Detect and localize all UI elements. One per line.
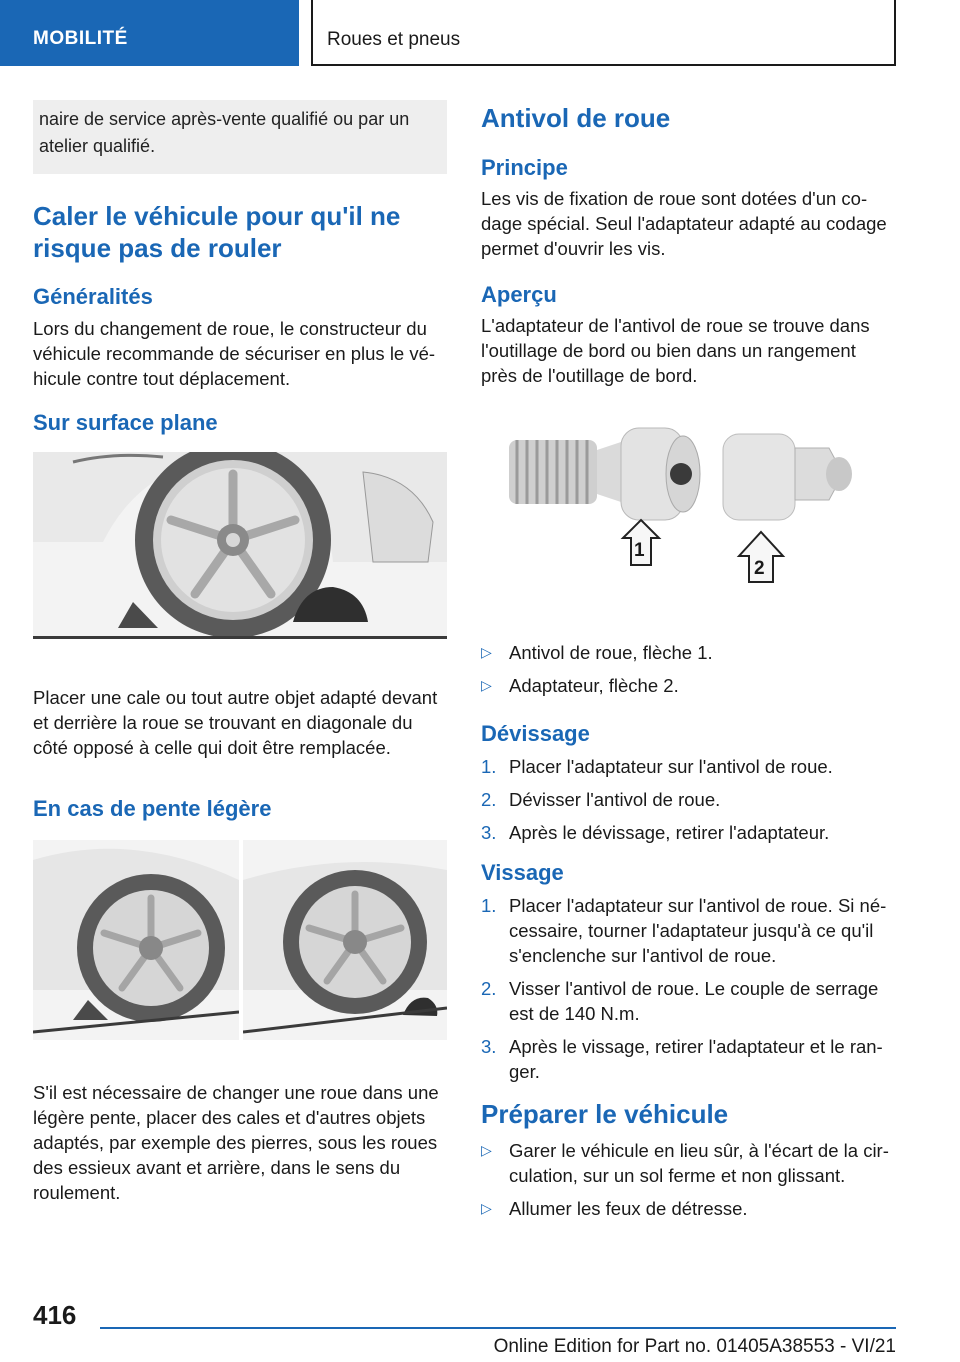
heading-flat-surface: Sur surface plane bbox=[33, 410, 218, 435]
unscrewing-steps bbox=[481, 754, 896, 845]
front-wheel-illustration bbox=[33, 840, 239, 1040]
page-number: 416 bbox=[33, 1300, 77, 1330]
arrow-label-1: 1 bbox=[634, 540, 645, 561]
note-text: naire de service après-vente qualifié ou par un atelier qualifié. bbox=[39, 109, 410, 156]
slope-text: S'il est nécessaire de changer une roue dans une légère pente, placer des cales et d'autres objets adaptés, par exemple des pierres, sous les roues des essieux avant et arrière, dans le sens du roulement. bbox=[33, 1082, 439, 1203]
left-column bbox=[33, 100, 447, 1205]
overview-text: L'adaptateur de l'antivol de roue se trouve dans l'outillage de bord ou bien dans un rangement près de l'outillage de bord. bbox=[481, 315, 870, 386]
triangle-bullet-icon: ▷ bbox=[481, 1200, 492, 1216]
screwing-steps bbox=[481, 893, 896, 1084]
section-heading-wheel-lock: Antivol de roue bbox=[481, 103, 671, 133]
figure-wheel-chock-flat bbox=[33, 452, 447, 639]
ground-line bbox=[33, 636, 447, 639]
list-item: ▷ Adaptateur, flèche 2. bbox=[481, 675, 679, 696]
list-item: 2. Visser l'antivol de roue. Le couple de serrage est de 140 N.m. bbox=[481, 978, 879, 1024]
section-heading-chock: Caler le véhicule pour qu'il ne risque pas de rouler bbox=[33, 201, 401, 263]
figure-rear-wheel bbox=[243, 840, 447, 1040]
list-item: ▷ Garer le véhicule en lieu sûr, à l'écart de la cir-culation, sur un sol ferme et non glissant. bbox=[481, 1140, 889, 1186]
wheel-lock-adapter-illustration bbox=[481, 420, 896, 610]
list-item: 3. Après le dévissage, retirer l'adaptateur. bbox=[481, 822, 830, 843]
section-heading-prepare-vehicle: Préparer le véhicule bbox=[481, 1099, 729, 1129]
triangle-bullet-icon: ▷ bbox=[481, 677, 492, 693]
list-item: 1. Placer l'adaptateur sur l'antivol de roue. bbox=[481, 756, 833, 777]
triangle-bullet-icon: ▷ bbox=[481, 1142, 492, 1158]
heading-overview: Aperçu bbox=[481, 282, 557, 307]
heading-screwing: Vissage bbox=[481, 860, 564, 885]
list-item: ▷ Allumer les feux de détresse. bbox=[481, 1198, 748, 1219]
heading-principle: Principe bbox=[481, 155, 568, 180]
figure-wheel-lock-adapter bbox=[481, 420, 896, 610]
list-item: 2. Dévisser l'antivol de roue. bbox=[481, 789, 721, 810]
figure-front-wheel bbox=[33, 840, 239, 1040]
list-item: 1. Placer l'adaptateur sur l'antivol de roue. Si né-cessaire, tourner l'adaptateur jusqu'à ce qu'il s'enclenche sur l'antivol de roue. bbox=[481, 895, 887, 966]
chapter-tab: MOBILITÉ bbox=[0, 0, 299, 66]
principle-text: Les vis de fixation de roue sont dotées d'un co-dage spécial. Seul l'adaptateur adapté au codage permet d'ouvrir les vis. bbox=[481, 188, 887, 259]
flat-text: Placer une cale ou tout autre objet adapté devant et derrière la roue se trouvant en diagonale du côté opposé à celle qui doit être remplacée. bbox=[33, 687, 438, 758]
arrow-label-2: 2 bbox=[754, 558, 765, 579]
heading-slight-slope: En cas de pente légère bbox=[33, 796, 272, 821]
general-text: Lors du changement de roue, le constructeur du véhicule recommande de sécuriser en plus le vé-hicule contre tout déplacement. bbox=[33, 318, 436, 389]
rear-wheel-illustration bbox=[243, 840, 447, 1040]
wheel-chock-flat-illustration bbox=[33, 452, 447, 639]
heading-general: Généralités bbox=[33, 284, 153, 309]
footer-edition: Online Edition for Part no. 01405A38553 - VI/21 bbox=[493, 1336, 896, 1357]
section-title: Roues et pneus bbox=[311, 0, 896, 66]
triangle-bullet-icon: ▷ bbox=[481, 644, 492, 660]
figure-wheel-chock-slope bbox=[33, 840, 447, 1040]
footer-divider bbox=[100, 1327, 896, 1329]
list-item: 3. Après le vissage, retirer l'adaptateur et le ran-ger. bbox=[481, 1036, 883, 1082]
heading-unscrewing: Dévissage bbox=[481, 721, 590, 746]
prepare-list bbox=[481, 1138, 896, 1221]
note-box bbox=[33, 100, 447, 174]
list-item: ▷ Antivol de roue, flèche 1. bbox=[481, 642, 713, 663]
right-column bbox=[481, 100, 896, 1229]
overview-list bbox=[481, 640, 896, 698]
